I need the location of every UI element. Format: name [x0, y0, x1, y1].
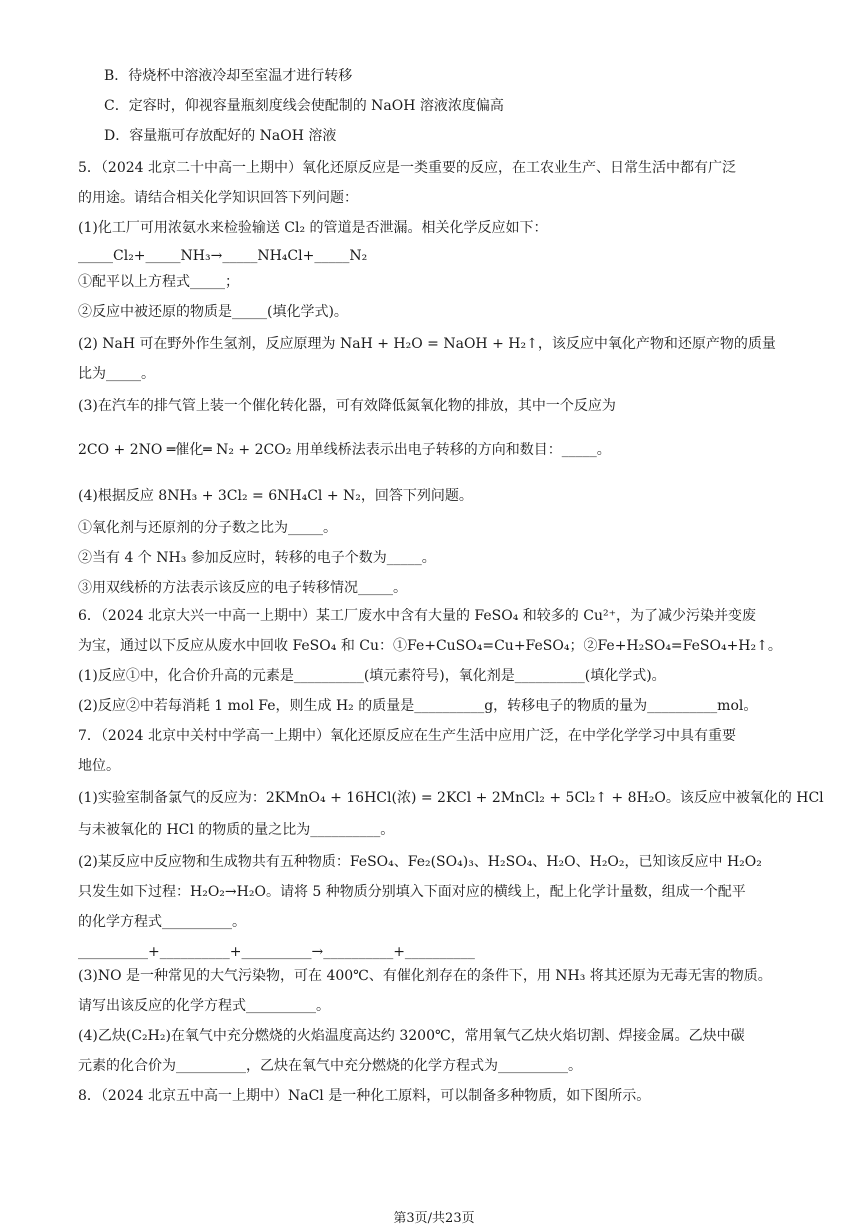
q5-part-1: (1)化工厂可用浓氨水来检验输送 Cl₂ 的管道是否泄漏。相关化学反应如下：: [78, 220, 548, 236]
q5-part-3-equation: 2CO + 2NO ═催化═ N₂ + 2CO₂ 用单线桥法表示出电子转移的方向和数目：_____。: [78, 442, 611, 458]
q7-part-4: (4)乙炔(C₂H₂)在氧气中充分燃烧的火焰温度高达约 3200℃，常用氧气乙炔火焰切割、焊接金属。乙炔中碳: [78, 1028, 745, 1044]
q5-part-4: (4)根据反应 8NH₃ + 3Cl₂ = 6NH₄Cl + N₂，回答下列问题。: [78, 488, 473, 504]
q5-sub-1: ①配平以上方程式_____；: [78, 274, 239, 290]
q5-part-2: (2) NaH 可在野外作生氢剂，反应原理为 NaH + H₂O = NaOH + H₂↑，该反应中氧化产物和还原产物的质量: [78, 336, 776, 352]
page-number: 第3页/共23页: [393, 1211, 475, 1226]
q6-part-1: (1)反应①中，化合价升高的元素是__________(填元素符号)，氧化剂是__________(填化学式)。: [78, 668, 666, 684]
q5-part-2-cont: 比为_____。: [78, 366, 155, 382]
question-8-stem: 8．（2024 北京五中高一上期中）NaCl 是一种化工原料，可以制备多种物质，如下图所示。: [78, 1088, 651, 1104]
q7-part-3: (3)NO 是一种常见的大气污染物，可在 400℃、有催化剂存在的条件下，用 NH₃ 将其还原为无毒无害的物质。: [78, 968, 772, 984]
q7-part-2-blanks: __________+__________+__________→__________+__________: [78, 944, 475, 960]
question-5-stem-cont: 的用途。请结合相关化学知识回答下列问题：: [78, 190, 358, 206]
q5-equation-blank: _____Cl₂+_____NH₃→_____NH₄Cl+_____N₂: [78, 248, 368, 264]
q7-part-2-cont: 只发生如下过程：H₂O₂→H₂O。请将 5 种物质分别填入下面对应的横线上，配上化学计量数，组成一个配平: [78, 884, 746, 900]
question-6-stem: 6．（2024 北京大兴一中高一上期中）某工厂废水中含有大量的 FeSO₄ 和较多的 Cu²⁺，为了减少污染并变废: [78, 608, 756, 624]
q7-part-2-cont-2: 的化学方程式__________。: [78, 914, 246, 930]
q5-part-4-sub-3: ③用双线桥的方法表示该反应的电子转移情况_____。: [78, 580, 407, 596]
q7-part-4-cont: 元素的化合价为__________，乙炔在氧气中充分燃烧的化学方程式为__________。: [78, 1058, 582, 1074]
q5-part-3: (3)在汽车的排气管上装一个催化转化器，可有效降低氮氧化物的排放，其中一个反应为: [78, 398, 616, 414]
q5-part-4-sub-1: ①氧化剂与还原剂的分子数之比为_____。: [78, 520, 337, 536]
option-d: D．容量瓶可存放配好的 NaOH 溶液: [104, 128, 337, 144]
q7-part-2: (2)某反应中反应物和生成物共有五种物质：FeSO₄、Fe₂(SO₄)₃、H₂SO₄、H₂O、H₂O₂，已知该反应中 H₂O₂: [78, 854, 762, 870]
question-5-stem: 5．（2024 北京二十中高一上期中）氧化还原反应是一类重要的反应，在工农业生产、日常生活中都有广泛: [78, 160, 736, 176]
option-b: B．待烧杯中溶液冷却至室温才进行转移: [104, 68, 353, 84]
q5-part-4-sub-2: ②当有 4 个 NH₃ 参加反应时，转移的电子个数为_____。: [78, 550, 436, 566]
q5-sub-2: ②反应中被还原的物质是_____(填化学式)。: [78, 304, 348, 320]
question-7-stem: 7．（2024 北京中关村中学高一上期中）氧化还原反应在生产生活中应用广泛，在中学化学学习中具有重要: [78, 728, 736, 744]
question-7-stem-cont: 地位。: [78, 758, 120, 774]
q6-part-2: (2)反应②中若每消耗 1 mol Fe，则生成 H₂ 的质量是__________g，转移电子的物质的量为__________mol。: [78, 698, 758, 714]
option-c: C．定容时，仰视容量瓶刻度线会使配制的 NaOH 溶液浓度偏高: [104, 98, 504, 114]
q7-part-3-cont: 请写出该反应的化学方程式__________。: [78, 998, 330, 1014]
q7-part-1: (1)实验室制备氯气的反应为：2KMnO₄ + 16HCl(浓) = 2KCl + 2MnCl₂ + 5Cl₂↑ + 8H₂O。该反应中被氧化的 HCl: [78, 790, 824, 806]
q7-part-1-cont: 与未被氧化的 HCl 的物质的量之比为__________。: [78, 822, 395, 838]
question-6-stem-cont: 为宝，通过以下反应从废水中回收 FeSO₄ 和 Cu：①Fe+CuSO₄=Cu+FeSO₄；②Fe+H₂SO₄=FeSO₄+H₂↑。: [78, 638, 782, 654]
